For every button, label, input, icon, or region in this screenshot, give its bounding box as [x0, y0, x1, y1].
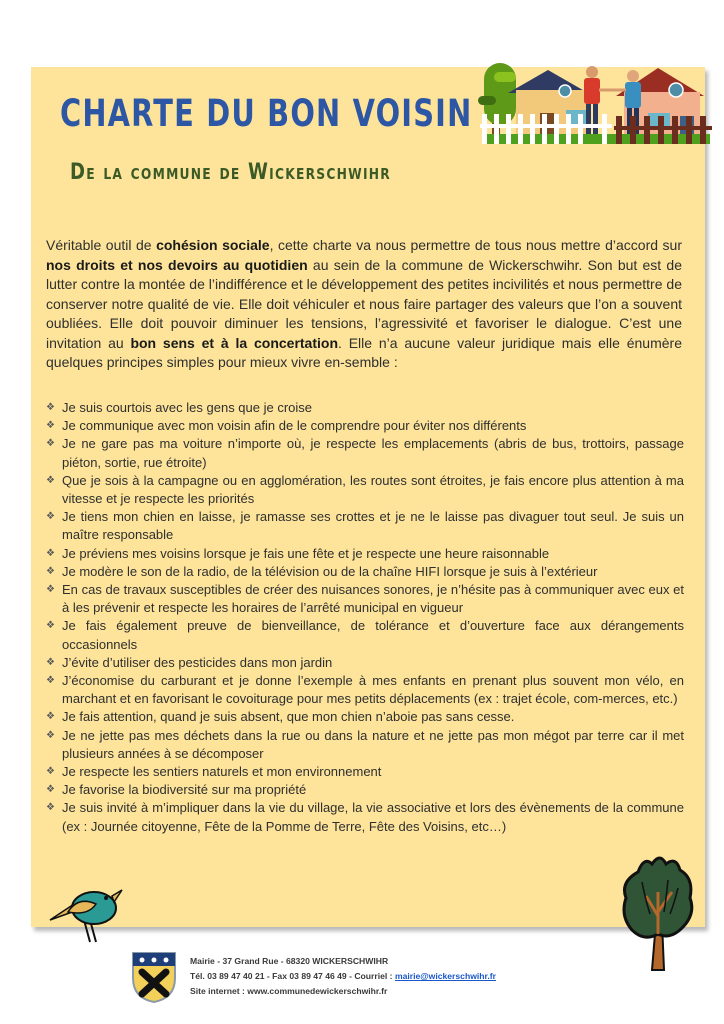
left-house-roof [508, 70, 588, 93]
rule-item [46, 654, 684, 672]
email-link[interactable]: mairie@wickerschwihr.fr [394, 971, 496, 981]
intro-text: au sein de la commune de Wickerschwihr. Son but est de lutter contre la montée de l’indifférence et le développement des petites incivilités et nous permettre de conserver notre qualité de vie. Elle doit véhiculer et nous faire partager des valeurs que l’on a souvent oubliées. Elle doit pouvoir diminuer les tensions, l’agressivité et favoriser le dialogue. C’est une invitation au [46, 256, 682, 351]
diamond-bullet-icon: ❖ [46, 402, 55, 413]
footer-contact [128, 950, 548, 1010]
page-subtitle: De la commune de Wickerschwihr [70, 160, 392, 185]
rule-text: Je modère le son de la radio, de la télévision ou de la chaîne HIFI lorsque je suis à l’extérieur [62, 563, 598, 579]
intro-text: . Elle n’a aucune valeur juridique mais elle énumère quelques principes simples pour mieux vivre en-semble : [46, 334, 682, 370]
rule-text: Je suis invité à m’impliquer dans la vie du village, la vie associative et lors des évènements de la commune (ex : Journée citoyenne, Fête de la Pomme de Terre, Fête des Voisins, etc…) [62, 800, 684, 834]
rule-item [46, 472, 684, 508]
diamond-bullet-icon: ❖ [46, 656, 55, 668]
diamond-bullet-icon: ❖ [46, 438, 55, 450]
coat-of-arms-icon [130, 950, 178, 1004]
rule-text: En cas de travaux susceptibles de créer des nuisances sonores, je n’hésite pas à communiquer avec eux et à les prévenir et respecte les horaires de l’arrêté municipal en vigueur [62, 582, 684, 616]
diamond-bullet-icon: ❖ [46, 547, 55, 559]
diamond-bullet-icon: ❖ [46, 474, 55, 486]
rule-item [46, 399, 684, 417]
diamond-bullet-icon: ❖ [46, 420, 55, 432]
footer-website: Site internet : www.communedewickerschwihr.fr [190, 986, 388, 996]
rule-text: Je ne gare pas ma voiture n’importe où, je respecte les emplacements (abris de bus, trottoirs, passage piéton, sortie, rue étroite) [62, 436, 684, 470]
footer-phone: Tél. 03 89 47 40 21 - Fax 03 89 47 46 49 - Courriel : [190, 971, 395, 981]
diamond-bullet-icon: ❖ [46, 584, 55, 596]
intro-text: , cette charte va nous permettre de tous nous mettre d’accord sur [269, 237, 682, 253]
bird-illustration [48, 886, 128, 946]
rules-list [46, 399, 684, 836]
rule-text: Que je sois à la campagne ou en agglomération, les routes sont étroites, je fais encore plus attention à ma vitesse et je respecte les priorités [62, 472, 684, 507]
diamond-bullet-icon: ❖ [46, 675, 55, 687]
rule-text: Je suis courtois avec les gens que je croise [62, 400, 313, 415]
diamond-bullet-icon: ❖ [46, 784, 55, 796]
rule-item [46, 727, 684, 763]
rule-item [46, 545, 684, 563]
diamond-bullet-icon: ❖ [46, 565, 55, 577]
rule-item [46, 763, 684, 781]
neighbors-illustration [478, 58, 714, 146]
diamond-bullet-icon: ❖ [46, 711, 55, 723]
rule-text: Je communique avec mon voisin afin de le comprendre pour éviter nos différents [62, 418, 527, 434]
rule-item [46, 781, 684, 799]
rule-text: J’évite d’utiliser des pesticides dans mon jardin [62, 654, 333, 670]
intro-paragraph [46, 236, 682, 373]
diamond-bullet-icon: ❖ [46, 766, 55, 778]
rule-text: Je favorise la biodiversité sur ma propriété [62, 782, 307, 798]
page-title: CHARTE DU BON VOISIN [60, 92, 473, 135]
rule-text: Je fais attention, quand je suis absent, que mon chien n’aboie pas sans cesse. [62, 709, 515, 725]
footer-address: Mairie - 37 Grand Rue - 68320 WICKERSCHWIHR [190, 956, 389, 966]
rule-item [46, 617, 684, 653]
diamond-bullet-icon: ❖ [46, 729, 55, 741]
rule-text: Je préviens mes voisins lorsque je fais une fête et je respecte une heure raisonnable [62, 545, 550, 561]
rule-item [46, 508, 684, 544]
intro-highlight: cohésion sociale [156, 237, 270, 253]
rule-item [46, 708, 684, 726]
rule-text: Je fais également preuve de bienveillance, de tolérance et d’ouverture face aux dérangements occasionnels [62, 618, 684, 652]
intro-highlight: bon sens et à la concertation [130, 334, 338, 351]
tree-illustration [618, 852, 698, 974]
intro-highlight: nos droits et nos devoirs au quotidien [46, 256, 308, 273]
footer-phone-line [190, 969, 496, 984]
rule-item [46, 799, 684, 835]
rule-text: Je tiens mon chien en laisse, je ramasse ses crottes et je ne le laisse pas divaguer tout seul. Je suis un maître responsable [62, 509, 684, 543]
diamond-bullet-icon: ❖ [46, 802, 55, 814]
rule-item [46, 672, 684, 708]
rule-item [46, 563, 684, 581]
rule-text: Je ne jette pas mes déchets dans la rue ou dans la nature et ne jette pas mon mégot par terre car il met plusieurs années à se décomposer [62, 727, 684, 761]
rule-text: Je respecte les sentiers naturels et mon environnement [62, 764, 382, 780]
rule-item [46, 417, 684, 435]
intro-text: Véritable outil de [46, 237, 157, 253]
rule-item [46, 435, 684, 471]
diamond-bullet-icon: ❖ [46, 511, 55, 523]
rule-text: J’économise du carburant et je donne l’exemple à mes enfants en prenant plus souvent mon vélo, en marchant et en favorisant le covoiturage pour mes petits déplacements (ex : trajet école, com-merces, etc.) [62, 673, 684, 707]
person-left [584, 66, 600, 134]
rule-item [46, 581, 684, 617]
diamond-bullet-icon: ❖ [46, 620, 55, 632]
